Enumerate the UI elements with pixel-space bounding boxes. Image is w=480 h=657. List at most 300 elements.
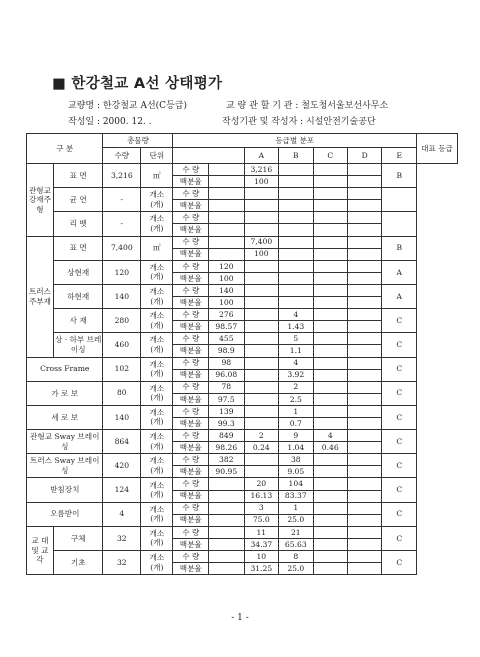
grade-qty-cell (313, 478, 347, 490)
section-title (52, 72, 222, 93)
row-name: 가 로 보 (27, 381, 103, 405)
grade-qty-cell (279, 236, 313, 248)
row-unit: 개소 (개) (141, 502, 173, 526)
grade-pct-cell (347, 248, 381, 260)
row-total-qty: - (103, 188, 141, 212)
row-total-qty: 80 (103, 381, 141, 405)
qty-label: 수 량 (173, 478, 209, 490)
grade-qty-cell (209, 551, 245, 563)
row-rep-grade: C (382, 405, 417, 429)
row-rep-grade: A (382, 284, 417, 308)
table-row (27, 502, 458, 514)
row-total-qty: 460 (103, 333, 141, 357)
row-name: 세 로 보 (27, 405, 103, 429)
row-rep-grade: C (382, 454, 417, 478)
grade-qty-cell (313, 333, 347, 345)
grade-pct-cell (347, 538, 381, 550)
grade-qty-cell: 8 (279, 551, 313, 563)
grade-pct-cell: 0.46 (313, 442, 347, 454)
grade-qty-cell (313, 284, 347, 296)
grade-qty-cell: 21 (279, 526, 313, 538)
row-name: 하현재 (53, 284, 103, 308)
grade-pct-cell: 65.63 (279, 538, 313, 550)
grade-qty-cell: 4 (279, 309, 313, 321)
grade-pct-cell (347, 200, 381, 212)
grade-pct-cell (313, 514, 347, 526)
row-unit: 개소 (개) (141, 526, 173, 550)
grade-pct-cell (313, 297, 347, 309)
grade-pct-cell: 25.0 (279, 514, 313, 526)
grade-pct-cell (279, 200, 313, 212)
grade-qty-cell (313, 526, 347, 538)
grade-qty-cell (347, 478, 381, 490)
grade-qty-cell: 11 (244, 526, 278, 538)
grade-qty-cell (244, 357, 278, 369)
grade-pct-cell: 98.57 (209, 321, 245, 333)
grade-qty-cell (279, 284, 313, 296)
table-row (27, 454, 458, 466)
row-total-qty: 120 (103, 260, 141, 284)
pct-label: 백분율 (173, 272, 209, 284)
row-rep-grade: A (382, 260, 417, 284)
grade-qty-cell: 20 (244, 478, 278, 490)
row-rep-grade (382, 188, 417, 212)
grade-qty-cell (279, 212, 313, 224)
table-row (27, 284, 458, 296)
grade-qty-cell (313, 212, 347, 224)
row-unit: 개소 (개) (141, 260, 173, 284)
grade-pct-cell: 100 (209, 297, 245, 309)
row-unit: ㎡ (141, 164, 173, 188)
grade-pct-cell (313, 490, 347, 502)
grade-qty-cell: 4 (279, 357, 313, 369)
grade-pct-cell (244, 369, 278, 381)
qty-label: 수 량 (173, 333, 209, 345)
pct-label: 백분율 (173, 200, 209, 212)
header-grade-b: B (279, 148, 313, 164)
grade-pct-cell: 2.5 (279, 393, 313, 405)
grade-pct-cell (279, 176, 313, 188)
grade-pct-cell: 75.0 (244, 514, 278, 526)
grade-pct-cell (347, 176, 381, 188)
grade-pct-cell: 1.04 (279, 442, 313, 454)
grade-pct-cell (279, 297, 313, 309)
grade-pct-cell (209, 563, 245, 575)
grade-qty-cell: 455 (209, 333, 245, 345)
row-name: 표 면 (53, 236, 103, 260)
grade-qty-cell (279, 260, 313, 272)
grade-pct-cell (209, 176, 245, 188)
grade-qty-cell (313, 260, 347, 272)
pct-label: 백분율 (173, 297, 209, 309)
header-grade-c: C (313, 148, 347, 164)
header-qty: 수량 (103, 148, 141, 164)
grade-pct-cell (347, 563, 381, 575)
grade-pct-cell: 100 (244, 248, 278, 260)
title-text: 한강철교 A선 상태평가 (71, 76, 223, 92)
row-unit: ㎡ (141, 236, 173, 260)
row-name: 상현재 (53, 260, 103, 284)
grade-pct-cell (347, 466, 381, 478)
grade-qty-cell (347, 284, 381, 296)
page-number: - 1 - (231, 613, 249, 623)
header-blank (173, 148, 244, 164)
table-row (27, 526, 458, 538)
grade-pct-cell: 31.25 (244, 563, 278, 575)
header-grade-e: E (382, 148, 417, 164)
grade-qty-cell (347, 502, 381, 514)
grade-qty-cell: 849 (209, 430, 245, 442)
row-unit: 개소 (개) (141, 551, 173, 575)
header-gubun: 구 분 (27, 134, 103, 164)
row-rep-grade: C (382, 526, 417, 550)
grade-qty-cell (347, 405, 381, 417)
grade-qty-cell (347, 430, 381, 442)
grade-pct-cell (244, 345, 278, 357)
grade-pct-cell (279, 224, 313, 236)
row-name: 사 재 (53, 309, 103, 333)
grade-pct-cell: 9.05 (279, 466, 313, 478)
grade-qty-cell (244, 260, 278, 272)
row-total-qty: 32 (103, 551, 141, 575)
grade-pct-cell (347, 321, 381, 333)
grade-pct-cell (313, 321, 347, 333)
row-name: 상 · 하부 브레이싱 (53, 333, 103, 357)
row-total-qty: - (103, 212, 141, 236)
row-total-qty: 32 (103, 526, 141, 550)
grade-qty-cell (347, 260, 381, 272)
row-total-qty: 124 (103, 478, 141, 502)
grade-qty-cell (244, 381, 278, 393)
grade-qty-cell (347, 454, 381, 466)
grade-qty-cell (209, 164, 245, 176)
grade-qty-cell: 120 (209, 260, 245, 272)
row-unit: 개소 (개) (141, 405, 173, 429)
grade-qty-cell (313, 405, 347, 417)
grade-qty-cell (244, 405, 278, 417)
row-unit: 개소 (개) (141, 478, 173, 502)
grade-qty-cell (209, 212, 245, 224)
grade-qty-cell (279, 164, 313, 176)
row-rep-grade: C (382, 357, 417, 381)
grade-pct-cell: 25.0 (279, 563, 313, 575)
grade-pct-cell (347, 442, 381, 454)
grade-qty-cell (347, 236, 381, 248)
grade-qty-cell: 3,216 (244, 164, 278, 176)
grade-qty-cell (347, 526, 381, 538)
grade-qty-cell (209, 502, 245, 514)
grade-qty-cell: 139 (209, 405, 245, 417)
row-rep-grade: C (382, 430, 417, 454)
grade-qty-cell: 382 (209, 454, 245, 466)
grade-qty-cell: 104 (279, 478, 313, 490)
row-total-qty: 102 (103, 357, 141, 381)
qty-label: 수 량 (173, 551, 209, 563)
grade-qty-cell (244, 309, 278, 321)
row-rep-grade: B (382, 236, 417, 260)
grade-qty-cell: 38 (279, 454, 313, 466)
bridge-name: 교량명 : 한강철교 A선(C등급) (68, 101, 187, 111)
table-row (27, 309, 458, 321)
grade-qty-cell: 1 (279, 502, 313, 514)
row-name: 기초 (53, 551, 103, 575)
row-unit: 개소 (개) (141, 357, 173, 381)
grade-pct-cell (347, 417, 381, 429)
grade-pct-cell: 0.7 (279, 417, 313, 429)
qty-label: 수 량 (173, 357, 209, 369)
grade-pct-cell (347, 272, 381, 284)
row-name: 받침장치 (27, 478, 103, 502)
grade-qty-cell (209, 478, 245, 490)
row-rep-grade: C (382, 502, 417, 526)
grade-qty-cell (209, 236, 245, 248)
grade-pct-cell: 97.5 (209, 393, 245, 405)
grade-pct-cell (209, 490, 245, 502)
grade-pct-cell (279, 272, 313, 284)
grade-pct-cell (244, 272, 278, 284)
grade-qty-cell (347, 381, 381, 393)
grade-pct-cell (244, 417, 278, 429)
grade-pct-cell (313, 538, 347, 550)
row-rep-grade: C (382, 381, 417, 405)
qty-label: 수 량 (173, 212, 209, 224)
grade-pct-cell: 1.1 (279, 345, 313, 357)
table-row (27, 212, 458, 224)
pct-label: 백분율 (173, 176, 209, 188)
grade-qty-cell: 7,400 (244, 236, 278, 248)
row-unit: 개소 (개) (141, 188, 173, 212)
pct-label: 백분율 (173, 563, 209, 575)
row-name: 균 연 (53, 188, 103, 212)
grade-pct-cell (347, 514, 381, 526)
grade-qty-cell: 3 (244, 502, 278, 514)
grade-qty-cell: 2 (279, 381, 313, 393)
grade-qty-cell: 5 (279, 333, 313, 345)
grade-qty-cell (347, 551, 381, 563)
row-name: 구체 (53, 526, 103, 550)
row-rep-grade: C (382, 551, 417, 575)
grade-qty-cell: 10 (244, 551, 278, 563)
grade-pct-cell (347, 224, 381, 236)
row-total-qty: 3,216 (103, 164, 141, 188)
qty-label: 수 량 (173, 236, 209, 248)
grade-qty-cell: 1 (279, 405, 313, 417)
pct-label: 백분율 (173, 538, 209, 550)
grade-pct-cell (209, 538, 245, 550)
grade-pct-cell (244, 297, 278, 309)
header-row-1 (27, 134, 458, 148)
grade-pct-cell (347, 393, 381, 405)
qty-label: 수 량 (173, 454, 209, 466)
grade-pct-cell (347, 345, 381, 357)
grade-qty-cell (347, 212, 381, 224)
row-rep-grade (382, 212, 417, 236)
table-row (27, 188, 458, 200)
row-total-qty: 7,400 (103, 236, 141, 260)
row-total-qty: 140 (103, 405, 141, 429)
managing-agency: 교 량 관 할 기 관 : 철도청서울보선사무소 (226, 101, 389, 111)
grade-pct-cell (313, 248, 347, 260)
grade-qty-cell: 140 (209, 284, 245, 296)
grade-qty-cell: 9 (279, 430, 313, 442)
qty-label: 수 량 (173, 284, 209, 296)
grade-pct-cell (209, 224, 245, 236)
grade-pct-cell (347, 369, 381, 381)
table-row (27, 478, 458, 490)
row-unit: 개소 (개) (141, 284, 173, 308)
pct-label: 백분율 (173, 345, 209, 357)
header-grade-a: A (244, 148, 278, 164)
grade-qty-cell (313, 381, 347, 393)
created-date: 작성일 : 2000. 12. . (68, 117, 152, 127)
row-total-qty: 280 (103, 309, 141, 333)
table-body (27, 164, 458, 575)
row-unit: 개소 (개) (141, 454, 173, 478)
pct-label: 백분율 (173, 393, 209, 405)
row-rep-grade: C (382, 333, 417, 357)
grade-pct-cell: 100 (244, 176, 278, 188)
grade-qty-cell (244, 284, 278, 296)
grade-pct-cell (313, 345, 347, 357)
table-row (27, 260, 458, 272)
grade-qty-cell (347, 357, 381, 369)
grade-pct-cell (347, 297, 381, 309)
row-total-qty: 4 (103, 502, 141, 526)
grade-pct-cell: 3.92 (279, 369, 313, 381)
pct-label: 백분율 (173, 490, 209, 502)
row-total-qty: 420 (103, 454, 141, 478)
grade-pct-cell (313, 417, 347, 429)
header-grade-d: D (347, 148, 381, 164)
grade-pct-cell: 98.26 (209, 442, 245, 454)
grade-pct-cell (313, 393, 347, 405)
row-unit: 개소 (개) (141, 309, 173, 333)
grade-pct-cell (313, 272, 347, 284)
grade-pct-cell (244, 466, 278, 478)
row-name: 트러스 Sway 브레이싱 (27, 454, 103, 478)
grade-qty-cell: 2 (244, 430, 278, 442)
qty-label: 수 량 (173, 526, 209, 538)
grade-pct-cell (244, 200, 278, 212)
qty-label: 수 량 (173, 309, 209, 321)
table-row (27, 405, 458, 417)
pct-label: 백분율 (173, 514, 209, 526)
grade-pct-cell (347, 490, 381, 502)
row-name: 관형교 Sway 브레이싱 (27, 430, 103, 454)
qty-label: 수 량 (173, 405, 209, 417)
row-unit: 개소 (개) (141, 381, 173, 405)
table-row (27, 164, 458, 176)
pct-label: 백분율 (173, 321, 209, 333)
grade-qty-cell (313, 454, 347, 466)
grade-pct-cell (313, 200, 347, 212)
group-label: 트러스 주부재 (27, 236, 54, 357)
row-rep-grade: C (382, 478, 417, 502)
row-unit: 개소 (개) (141, 430, 173, 454)
condition-table (26, 133, 458, 575)
grade-pct-cell (313, 466, 347, 478)
qty-label: 수 량 (173, 260, 209, 272)
grade-qty-cell (347, 309, 381, 321)
grade-qty-cell (313, 188, 347, 200)
grade-pct-cell: 83.37 (279, 490, 313, 502)
grade-qty-cell (313, 502, 347, 514)
row-rep-grade: C (382, 309, 417, 333)
grade-qty-cell (347, 188, 381, 200)
grade-qty-cell (313, 309, 347, 321)
author: 작성기관 및 작성자 : 시설안전기술공단 (222, 117, 376, 127)
pct-label: 백분율 (173, 369, 209, 381)
row-total-qty: 140 (103, 284, 141, 308)
grade-pct-cell: 98.9 (209, 345, 245, 357)
row-name: 오름받이 (27, 502, 103, 526)
grade-pct-cell: 90.95 (209, 466, 245, 478)
grade-qty-cell (244, 333, 278, 345)
grade-qty-cell (313, 236, 347, 248)
pct-label: 백분율 (173, 248, 209, 260)
grade-pct-cell: 99.3 (209, 417, 245, 429)
grade-pct-cell (244, 321, 278, 333)
grade-pct-cell (244, 393, 278, 405)
grade-pct-cell: 0.24 (244, 442, 278, 454)
qty-label: 수 량 (173, 430, 209, 442)
grade-qty-cell: 98 (209, 357, 245, 369)
grade-pct-cell (279, 248, 313, 260)
row-name: 리 벳 (53, 212, 103, 236)
row-name: 표 면 (53, 164, 103, 188)
row-rep-grade: B (382, 164, 417, 188)
grade-pct-cell: 1.43 (279, 321, 313, 333)
grade-pct-cell: 16.13 (244, 490, 278, 502)
table-row (27, 236, 458, 248)
grade-qty-cell (279, 188, 313, 200)
grade-pct-cell (209, 514, 245, 526)
table-row (27, 333, 458, 345)
grade-pct-cell (313, 224, 347, 236)
grade-qty-cell (313, 357, 347, 369)
pct-label: 백분율 (173, 224, 209, 236)
grade-qty-cell: 78 (209, 381, 245, 393)
row-unit: 개소 (개) (141, 333, 173, 357)
grade-qty-cell (313, 164, 347, 176)
grade-pct-cell (313, 369, 347, 381)
qty-label: 수 량 (173, 164, 209, 176)
grade-qty-cell: 276 (209, 309, 245, 321)
grade-qty-cell (347, 164, 381, 176)
row-unit: 개소 (개) (141, 212, 173, 236)
grade-qty-cell (244, 212, 278, 224)
table-row (27, 357, 458, 369)
group-label: 교 대 및 교 각 (27, 526, 54, 574)
grade-qty-cell (209, 188, 245, 200)
grade-pct-cell (244, 224, 278, 236)
grade-pct-cell (313, 563, 347, 575)
table-row (27, 381, 458, 393)
row-total-qty: 864 (103, 430, 141, 454)
qty-label: 수 량 (173, 188, 209, 200)
header-grade-dist: 등급별 분포 (173, 134, 417, 148)
square-bullet-icon: ■ (52, 76, 66, 92)
row-name: Cross Frame (27, 357, 103, 381)
table-row (27, 551, 458, 563)
grade-qty-cell (209, 526, 245, 538)
grade-pct-cell: 100 (209, 272, 245, 284)
grade-pct-cell (209, 200, 245, 212)
qty-label: 수 량 (173, 502, 209, 514)
pct-label: 백분율 (173, 417, 209, 429)
table-row (27, 430, 458, 442)
grade-qty-cell (313, 551, 347, 563)
